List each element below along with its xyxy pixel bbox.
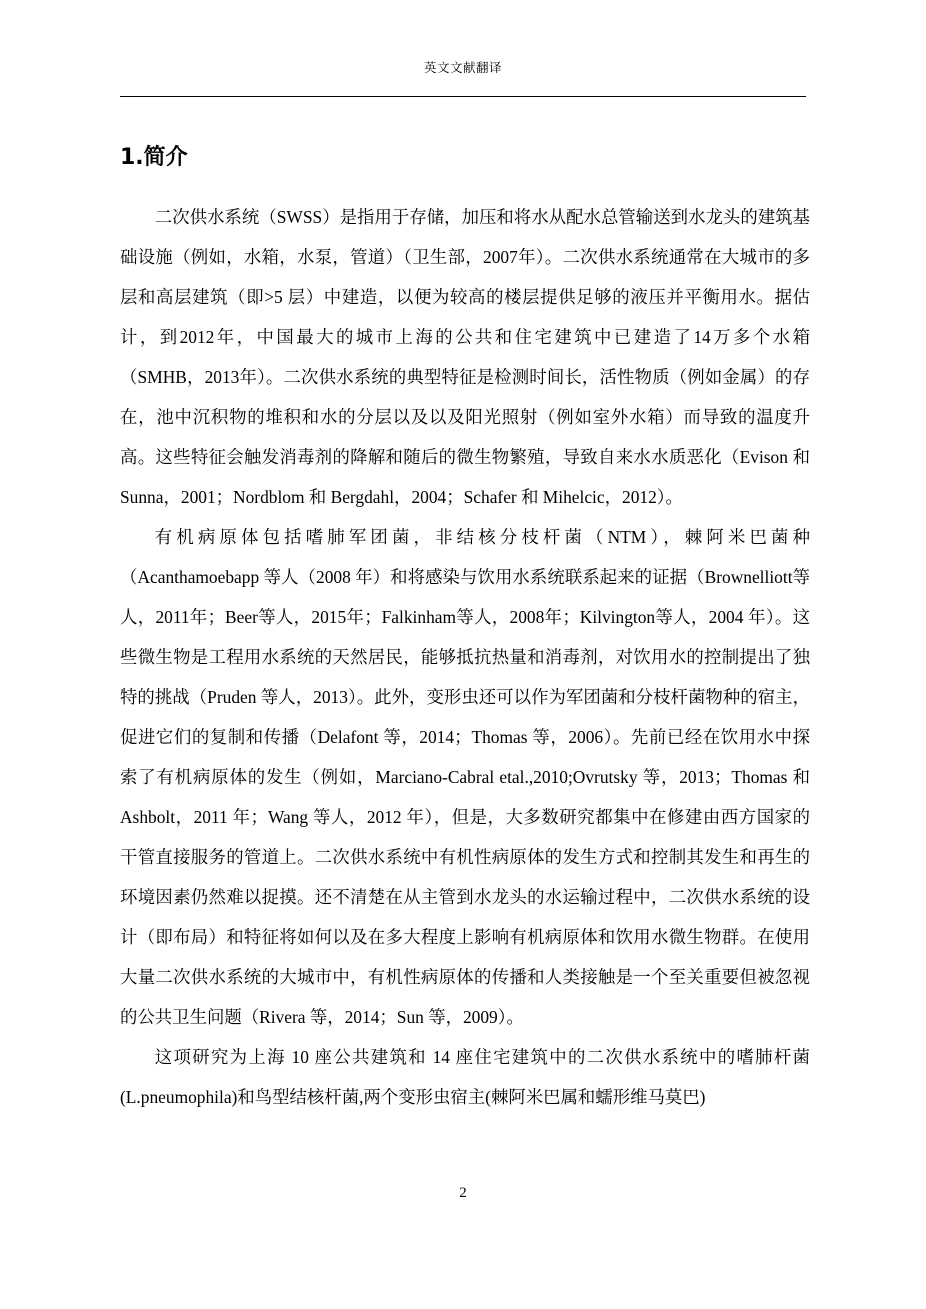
page-header-title: 英文文献翻译 <box>423 60 502 75</box>
page-number: 2 <box>459 1185 467 1201</box>
document-body <box>120 140 810 1117</box>
paragraph-2: 有机病原体包括嗜肺军团菌，非结核分枝杆菌（NTM），棘阿米巴菌种（Acanthamoebapp 等人（2008 年）和将感染与饮用水系统联系起来的证据（Brownelliott等人，2011年；Beer等人，2015年；Falkinham等人，2008年；Kilvington等人，2004 年）。这些微生物是工程用水系统的天然居民，能够抵抗热量和消毒剂，对饮用水的控制提出了独特的挑战（Pruden 等人，2013）。此外，变形虫还可以作为军团菌和分枝杆菌物种的宿主，促进它们的复制和传播（Delafont 等，2014；Thomas 等，2006）。先前已经在饮用水中探索了有机病原体的发生（例如，Marciano-Cabral etal.,2010;Ovrutsky 等，2013；Thomas 和 Ashbolt，2011 年；Wang 等人，2012 年），但是，大多数研究都集中在修建由西方国家的干管直接服务的管道上。二次供水系统中有机性病原体的发生方式和控制其发生和再生的环境因素仍然难以捉摸。还不清楚在从主管到水龙头的水运输过程中，二次供水系统的设计（即布局）和特征将如何以及在多大程度上影响有机病原体和饮用水微生物群。在使用大量二次供水系统的大城市中，有机性病原体的传播和人类接触是一个至关重要但被忽视的公共卫生问题（Rivera 等，2014；Sun 等，2009）。 <box>120 527 810 1027</box>
section-heading: 1.简介 <box>120 145 188 170</box>
header-divider <box>120 96 806 97</box>
paragraph-3: 这项研究为上海 10 座公共建筑和 14 座住宅建筑中的二次供水系统中的嗜肺杆菌(L.pneumophila)和鸟型结核杆菌,两个变形虫宿主(棘阿米巴属和蠕形维马莫巴) <box>120 1047 810 1107</box>
paragraph-1: 二次供水系统（SWSS）是指用于存储，加压和将水从配水总管输送到水龙头的建筑基础设施（例如，水箱，水泵，管道）（卫生部，2007年）。二次供水系统通常在大城市的多层和高层建筑（即>5 层）中建造，以便为较高的楼层提供足够的液压并平衡用水。据估计，到2012年，中国最大的城市上海的公共和住宅建筑中已建造了14万多个水箱（SMHB，2013年）。二次供水系统的典型特征是检测时间长，活性物质（例如金属）的存在，池中沉积物的堆积和水的分层以及以及阳光照射（例如室外水箱）而导致的温度升高。这些特征会触发消毒剂的降解和随后的微生物繁殖，导致自来水水质恶化（Evison 和 Sunna，2001；Nordblom 和 Bergdahl，2004；Schafer 和 Mihelcic，2012）。 <box>120 207 810 507</box>
